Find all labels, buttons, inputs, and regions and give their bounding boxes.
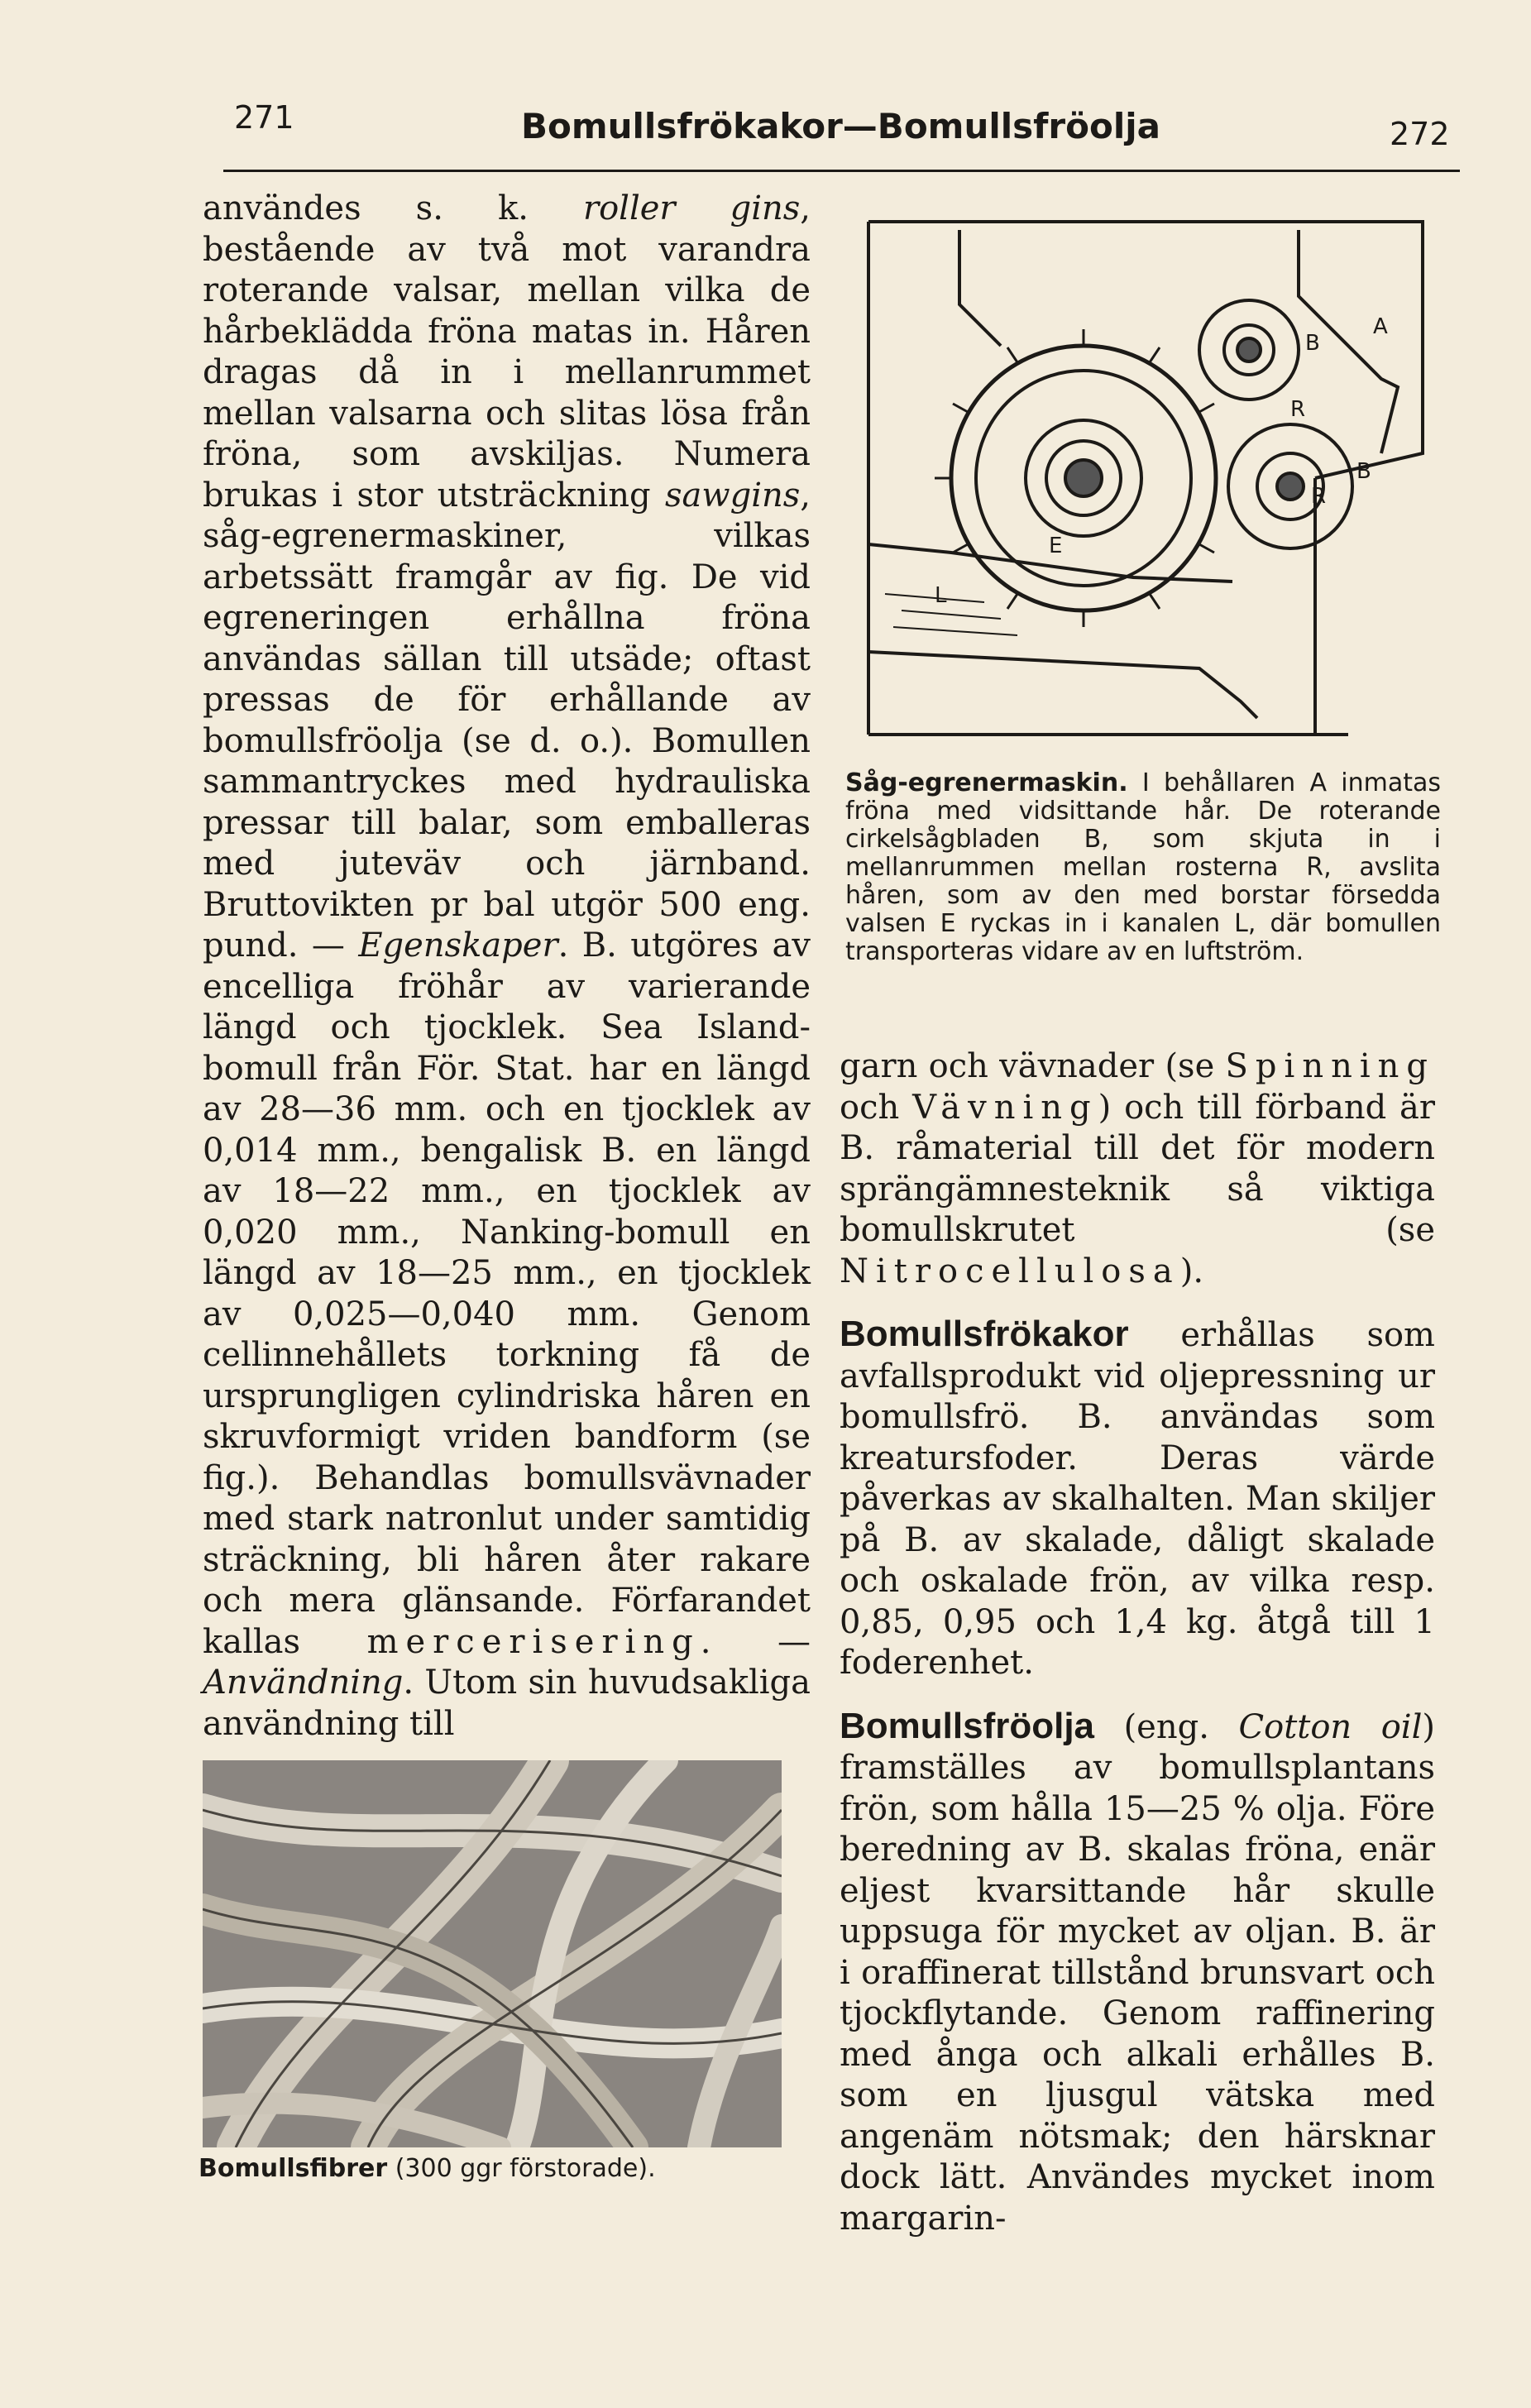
saw-gin-diagram xyxy=(852,205,1439,759)
right-paragraph-1: garn och vävnader (se Spinning och Vävning) och till förband är B. råmaterial till det för modern sprängämnesteknik så viktiga bomullskrutet (se Nitrocellulosa). xyxy=(840,1047,1435,1290)
header-rule xyxy=(223,170,1460,172)
label-r2: R xyxy=(1311,484,1327,509)
label-e: E xyxy=(1049,534,1063,558)
cotton-fibre-micrograph xyxy=(203,1760,782,2147)
label-b1: B xyxy=(1305,331,1320,356)
right-column xyxy=(840,1046,1435,2239)
saw-gin-caption: Såg-egrenermaskin. I behållaren A inmatas fröna med vidsittande hår. De roterande cirkelsågbladen B, som skjuta in i mellanrummen mellan rosterna R, avslita håren, som av den med borstar försedda valsen E ryckas in i kanalen L, där bomullen transporteras vidare av en luftström. xyxy=(845,768,1441,966)
label-a: A xyxy=(1373,314,1388,339)
entry-bomullsfroolja: Bomullsfröolja (eng. Cotton oil) framställes av bomullsplantans frön, som hålla 15—25 % olja. Före beredning av B. skalas fröna, enär eljest kvarsittande hår skulle uppsuga för mycket av oljan. B. är i oraffinerat tillstånd brunsvart och tjockflytande. Genom raffinering med ånga och alkali erhålles B. som en ljusgul vätska med angenäm nötsmak; den härsknar dock lätt. Användes mycket inom margarin- xyxy=(840,1705,1436,2238)
label-r1: R xyxy=(1290,397,1306,422)
label-l: L xyxy=(935,583,947,608)
running-title: Bomullsfrökakor—Bomullsfröolja xyxy=(521,106,1160,146)
fibre-caption: Bomullsfibrer (300 ggr förstorade). xyxy=(199,2154,656,2183)
entry-bomullsfrokakor: Bomullsfrökakor erhållas som avfallsprodukt vid oljepressning ur bomullsfrö. B. användas som kreatursfoder. Deras värde påverkas av skalhalten. Man skiljer på B. av skalade, dåligt skalade och oskalade frön, av vilka resp. 0,85, 0,95 och 1,4 kg. åtgå till 1 foderenhet. xyxy=(840,1314,1435,1682)
label-b2: B xyxy=(1356,459,1371,484)
left-paragraph: användes s. k. roller gins, bestående av två mot varandra roterande valsar, mellan vilka de hårbeklädda fröna matas in. Håren dragas då in i mellanrummet mellan valsarna och slitas lösa från fröna, som avskiljas. Numera brukas i stor utsträckning sawgins, såg-egrenermaskiner, vilkas arbetssätt framgår av fig. De vid egreneringen erhållna fröna användas sällan till utsäde; oftast pressas de för erhållande av bomullsfröolja (se d. o.). Bomullen sammantryckes med hydrauliska pressar till balar, som emballeras med juteväv och järnband. Bruttovikten pr bal utgör 500 eng. pund. — Egenskaper. B. utgöres av encelliga fröhår av varierande längd och tjocklek. Sea Island-bomull från För. Stat. har en längd av 28—36 mm. och en tjocklek av 0,014 mm., bengalisk B. en längd av 18—22 mm., en tjocklek av 0,020 mm., Nanking-bomull en längd av 18—25 mm., en tjocklek av 0,025—0,040 mm. Genom cellinnehållets torkning få de ursprungligen cylindriska håren en skruvformigt vriden bandform (se fig.). Behandlas bomullsvävnader med stark natronlut under samtidig sträckning, bli håren åter rakare och mera glänsande. Förfarandet kallas mercerisering. — Användning. Utom sin huvudsakliga användning till xyxy=(203,189,811,1743)
left-column xyxy=(203,189,811,1745)
page-number-right: 272 xyxy=(1390,116,1450,152)
page-number-left: 271 xyxy=(234,99,294,136)
